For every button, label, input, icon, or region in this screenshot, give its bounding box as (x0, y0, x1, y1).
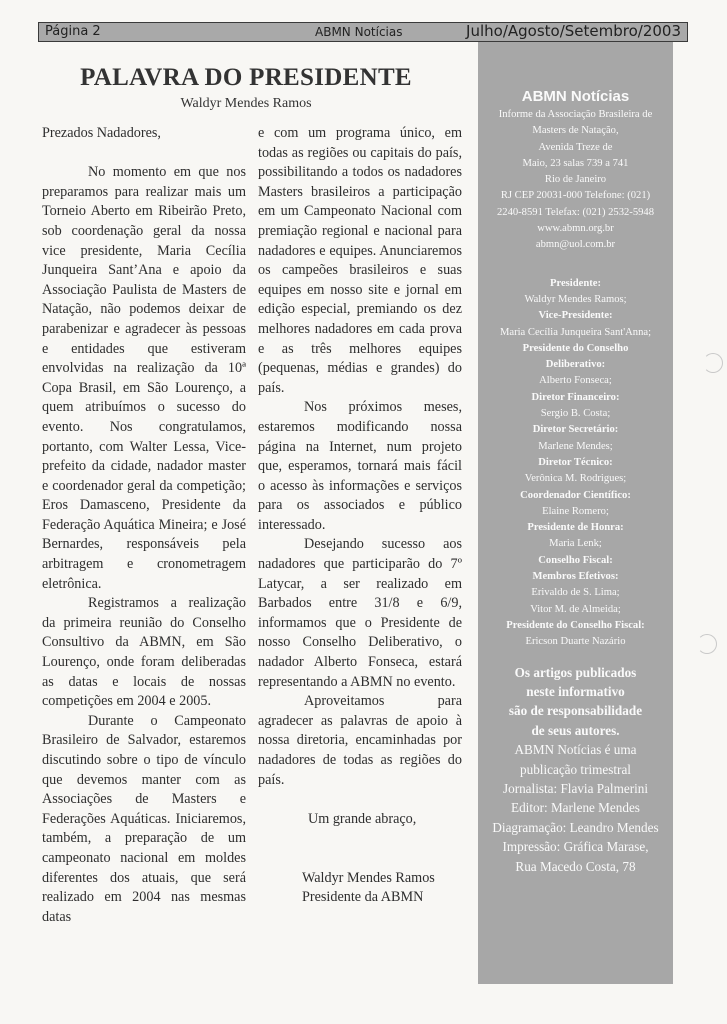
board-role: Coordenador Científico: (520, 489, 631, 501)
credit-line: ABMN Notícias é uma (514, 742, 637, 758)
credit-line: Impressão: Gráfica Marase, (502, 839, 649, 855)
issue-date: Julho/Agosto/Setembro/2003 (466, 22, 681, 40)
disclaimer-line: de seus autores. (531, 722, 620, 738)
board-member: Marlene Mendes; (538, 440, 613, 452)
sidebar-title: ABMN Notícias (521, 88, 630, 105)
board-role: Membros Efetivos: (532, 571, 619, 583)
page-header-bar (38, 22, 688, 42)
board-member: Vitor M. de Almeida; (530, 603, 621, 615)
disclaimer-line: Os artigos publicados (514, 664, 637, 680)
board-role: Presidente: (550, 277, 601, 289)
info-line: Rio de Janeiro (544, 174, 607, 186)
paragraph: Durante o Campeonato Brasileiro de Salvador, estaremos discutindo sobre o tipo de vínculo que devemos manter com as Associações de Masters e Federações Aquáticas. Iniciaremos, também, a preparação de um campeonato nacional em moldes diferentes dos atuais, que será realizado em 2004 nas mesmas datas (42, 712, 246, 925)
board-list (478, 276, 673, 651)
board-role: Conselho Fiscal: (538, 554, 613, 566)
paragraph: Nos próximos meses, estaremos modificando nossa página na Internet, num projeto que, esperamos, tornará mais fácil o acesso às informações e serviços para os associados e público interessado. (258, 399, 462, 533)
board-role: Diretor Técnico: (538, 456, 613, 468)
credit-line: publicação trimestral (520, 761, 631, 777)
info-line: Avenida Treze de (538, 141, 613, 153)
board-role: Presidente do Conselho Fiscal: (506, 619, 645, 631)
paragraph: Desejando sucesso aos nadadores que participarão do 7º Latycar, a ser realizado em Barbados entre 31/8 e 6/9, informamos que o Presidente de nosso Conselho Deliberativo, o nadador Alberto Fonseca, estará representando a ABMN no evento. (258, 536, 462, 690)
board-member: Alberto Fonseca; (539, 375, 612, 387)
article-column-2 (258, 124, 462, 908)
info-line: 2240-8591 Telefax: (021) 2532-5948 (496, 206, 655, 218)
info-line: Masters de Natação, (532, 125, 619, 137)
website-text: www.abmn.org.br (537, 223, 614, 235)
signature-name: Waldyr Mendes Ramos (302, 869, 435, 886)
board-member: Sergio B. Costa; (540, 408, 611, 420)
credit-line: Jornalista: Flavia Palmerini (502, 780, 649, 796)
publication-name: ABMN Notícias (315, 25, 403, 39)
binder-hole-icon (703, 353, 723, 373)
info-line: RJ CEP 20031-000 Telefone: (021) (500, 190, 651, 202)
board-member: Maria Lenk; (549, 538, 602, 550)
info-line: Maio, 23 salas 739 a 741 (522, 157, 629, 169)
board-member: Verônica M. Rodrigues; (524, 473, 627, 485)
publication-credits (478, 740, 673, 876)
board-role: Presidente do Conselho (522, 342, 629, 354)
paragraph: Aproveitamos para agradecer as palavras de apoio à nossa diretoria, encaminhadas por nadadores de todas as regiões do país. (258, 693, 462, 788)
board-role: Vice-Presidente: (538, 310, 613, 322)
page-number: Página 2 (45, 24, 101, 39)
board-role: Presidente de Honra: (527, 522, 624, 534)
masthead-sidebar (478, 42, 673, 984)
credit-line: Diagramação: Leandro Mendes (492, 819, 659, 835)
board-member: Ericson Duarte Nazário (525, 636, 626, 648)
article-column-1 (42, 124, 246, 927)
credit-line: Rua Macedo Costa, 78 (515, 858, 636, 874)
disclaimer (478, 663, 673, 741)
closing: Um grande abraço, (308, 810, 417, 827)
board-role: Diretor Financeiro: (531, 391, 620, 403)
binder-hole-icon (697, 634, 717, 654)
board-member: Maria Cecília Junqueira Sant'Anna; (499, 326, 652, 338)
board-member: Elaine Romero; (542, 505, 609, 517)
email-text: abmn@uol.com.br (535, 239, 616, 251)
salutation: Prezados Nadadores, (42, 125, 161, 141)
paragraph: Registramos a realização da primeira reunião do Conselho Consultivo da ABMN, em São Lourenço, onde foram deliberadas as datas e locais de nossas competições em 2004 e 2005. (42, 595, 246, 710)
paragraph-continuation: e com um programa único, em todas as regiões ou capitais do país, possibilitando a todos os nadadores Masters brasileiros a participação em um Campeonato Nacional com premiação regional e nacional para nadadores e equipes. Anunciaremos os campeões brasileiros e suas equipes em nosso site e jornal em edição especial, premiando os dez melhores nadadores em cada prova e as três melhores equipes (pequenas, médias e grandes) do país. (258, 125, 462, 396)
board-member: Erivaldo de S. Lima; (531, 587, 620, 599)
disclaimer-line: neste informativo (526, 683, 625, 699)
credit-line: Editor: Marlene Mendes (511, 800, 640, 816)
article-byline: Waldyr Mendes Ramos (180, 96, 312, 111)
article-title: PALAVRA DO PRESIDENTE (80, 64, 412, 91)
board-member: Waldyr Mendes Ramos; (524, 293, 627, 305)
board-role: Deliberativo: (545, 359, 606, 371)
board-role: Diretor Secretário: (532, 424, 619, 436)
signature-title: Presidente da ABMN (302, 889, 424, 906)
disclaimer-line: são de responsabilidade (508, 703, 643, 719)
info-line: Informe da Associação Brasileira de (498, 109, 653, 120)
contact-info (478, 107, 673, 254)
paragraph: No momento em que nos preparamos para realizar mais um Torneio Aberto em Ribeirão Preto, sob coordenação geral da nossa vice presidente, Maria Cecília Junqueira Sant’Ana e apoio da Associação Paulista de Masters de Natação, não podemos deixar de parabenizar e agradecer às pessoas e entidades que estiveram envolvidas na realização da 10ª Copa Brasil, em São Lourenço, a quem atribuímos o sucesso do evento. Nos congratulamos, portanto, com Walter Lessa, Vice-prefeito da cidade, nadador master e coordenador geral da competição; Eros Damasceno, Presidente da Federação Aquática Mineira; e José Bernardes, responsáveis pela arbitragem e cronometragem eletrônica. (42, 164, 246, 592)
